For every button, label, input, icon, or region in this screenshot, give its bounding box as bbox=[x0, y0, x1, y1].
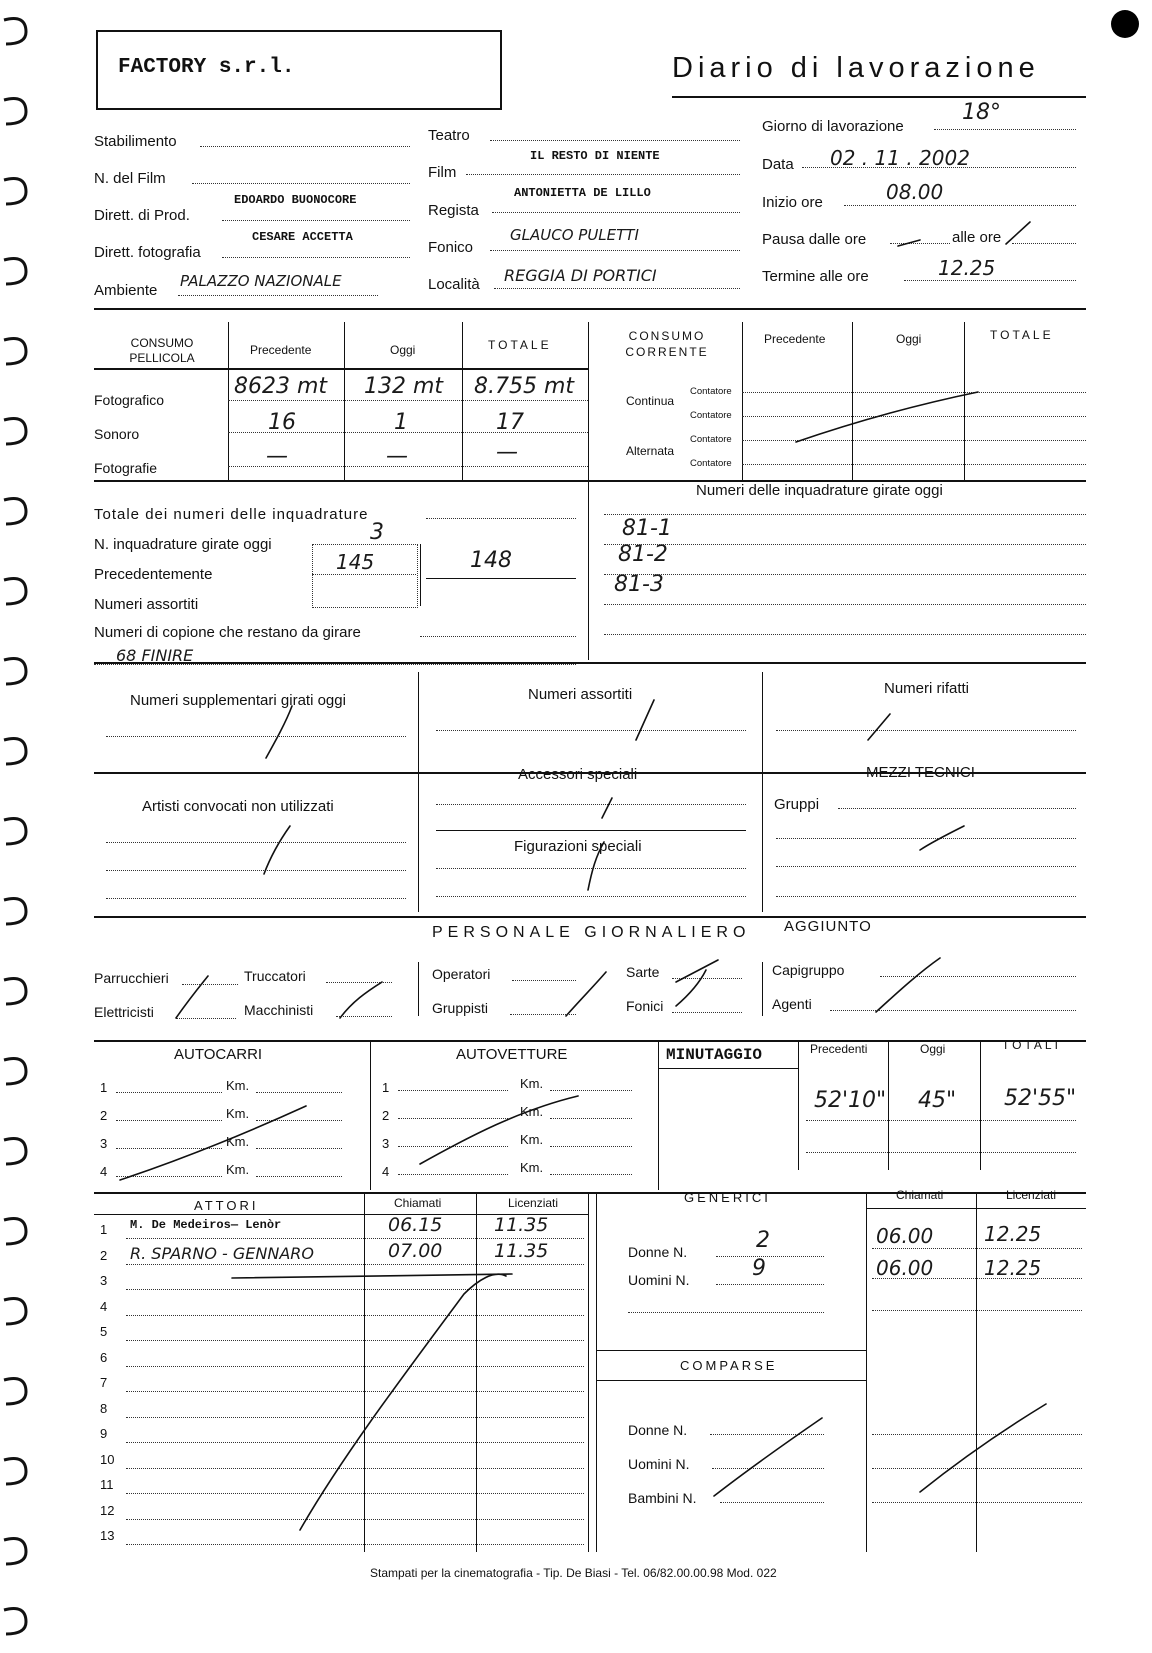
alternata-label: Alternata bbox=[626, 444, 675, 458]
generici-donne-field[interactable] bbox=[716, 1256, 824, 1257]
actor-row-field[interactable] bbox=[126, 1391, 584, 1392]
shot-line-1[interactable] bbox=[604, 514, 1086, 515]
autovetture-km-field-4[interactable] bbox=[550, 1174, 632, 1175]
col-actors-1 bbox=[364, 1192, 365, 1552]
sarte-field[interactable] bbox=[672, 978, 742, 979]
gruppi-field[interactable] bbox=[838, 808, 1076, 809]
row-fotografico-label: Fotografico bbox=[94, 392, 165, 408]
regista-value: ANTONIETTA DE LILLO bbox=[514, 186, 651, 200]
actor-row-field[interactable] bbox=[126, 1468, 584, 1469]
copione-field[interactable] bbox=[420, 636, 576, 637]
shot-line-2[interactable] bbox=[604, 544, 1086, 545]
generici-chiamati-header: Chiamati bbox=[896, 1188, 944, 1202]
comparse-header: COMPARSE bbox=[680, 1358, 778, 1373]
gruppisti-label: Gruppisti bbox=[432, 1000, 489, 1016]
fotografico-totale: 8.755 mt bbox=[474, 374, 575, 399]
actor-row-number: 11 bbox=[100, 1477, 114, 1492]
col-consumo-2 bbox=[344, 322, 345, 482]
giorno-label: Giorno di lavorazione bbox=[762, 118, 904, 135]
autovetture-field-1[interactable] bbox=[398, 1090, 508, 1091]
autovetture-field-3[interactable] bbox=[398, 1146, 508, 1147]
dir-prod-label: Dirett. di Prod. bbox=[94, 207, 190, 224]
extras-assortiti-label: Numeri assortiti bbox=[528, 686, 633, 703]
generici-header: GENERICI bbox=[684, 1190, 771, 1205]
rule-personnel-top bbox=[94, 916, 1086, 918]
fotografico-oggi: 132 mt bbox=[364, 374, 444, 399]
fotografie-precedente: — bbox=[266, 444, 288, 469]
personale-title: PERSONALE GIORNALIERO bbox=[432, 924, 751, 941]
minutaggio-precedente-value: 52'10" bbox=[814, 1088, 887, 1113]
inquadrature-list-header: Numeri delle inquadrature girate oggi bbox=[696, 482, 943, 499]
autocarri-label: AUTOCARRI bbox=[174, 1046, 263, 1063]
operatori-label: Operatori bbox=[432, 966, 491, 982]
autovetture-km-1: Km. bbox=[520, 1076, 544, 1091]
actor-chiamati: 07.00 bbox=[388, 1239, 443, 1262]
contatore-label-4: Contatore bbox=[690, 458, 732, 469]
actor-row-field[interactable] bbox=[126, 1264, 584, 1265]
sarte-label: Sarte bbox=[626, 964, 660, 980]
corrente-row-1[interactable] bbox=[742, 392, 1086, 393]
autocarri-km-field-1[interactable] bbox=[256, 1092, 342, 1093]
pellicola-row-1[interactable] bbox=[228, 400, 588, 401]
generici-field-3[interactable] bbox=[628, 1312, 824, 1313]
shot-line-4[interactable] bbox=[604, 604, 1086, 605]
giorno-value: 18° bbox=[962, 100, 1001, 125]
comparse-bottom-rule bbox=[596, 1380, 866, 1381]
autovetture-km-2: Km. bbox=[520, 1104, 544, 1119]
col-personnel-2 bbox=[762, 962, 763, 1016]
gruppisti-field[interactable] bbox=[510, 1014, 576, 1015]
truccatori-label: Truccatori bbox=[244, 968, 306, 984]
col-minutaggio-2 bbox=[888, 1040, 889, 1170]
actor-row-number: 2 bbox=[100, 1247, 108, 1263]
actor-row-number: 9 bbox=[100, 1426, 108, 1441]
rifatti-field-1[interactable] bbox=[776, 730, 1076, 731]
minutaggio-line-1[interactable] bbox=[806, 1120, 1076, 1121]
fonico-value: GLAUCO PULETTI bbox=[510, 226, 639, 244]
title-underline bbox=[672, 96, 1086, 98]
comparse-bambini-label: Bambini N. bbox=[628, 1490, 697, 1506]
mezzi-tecnici-label: MEZZI TECNICI bbox=[866, 764, 975, 781]
dir-prod-value: EDOARDO BUONOCORE bbox=[234, 193, 357, 207]
autovetture-row-4-num: 4 bbox=[382, 1164, 390, 1179]
autocarri-field-2[interactable] bbox=[116, 1120, 222, 1121]
comparse-top-rule bbox=[596, 1350, 866, 1351]
data-label: Data bbox=[762, 156, 794, 173]
comparse-donne-field[interactable] bbox=[710, 1434, 824, 1435]
autocarri-row-2-num: 2 bbox=[100, 1108, 108, 1123]
figurazioni-label: Figurazioni speciali bbox=[514, 838, 642, 855]
inizio-field[interactable] bbox=[844, 205, 1076, 206]
dir-foto-value: CESARE ACCETTA bbox=[252, 230, 353, 244]
company-name: FACTORY s.r.l. bbox=[118, 56, 295, 79]
actor-row-field[interactable] bbox=[126, 1417, 584, 1418]
supplementari-field-1[interactable] bbox=[106, 736, 406, 737]
actor-row-number: 13 bbox=[100, 1528, 115, 1543]
autocarri-km-field-4[interactable] bbox=[256, 1176, 342, 1177]
sonoro-precedente: 16 bbox=[268, 410, 296, 435]
termine-value: 12.25 bbox=[938, 256, 996, 280]
assortiti-field-1[interactable] bbox=[436, 730, 746, 731]
autocarri-km-4: Km. bbox=[226, 1162, 250, 1177]
autocarri-km-3: Km. bbox=[226, 1134, 250, 1149]
attori-chiamati-header: Chiamati bbox=[394, 1196, 442, 1210]
fotografie-oggi: — bbox=[386, 444, 408, 469]
pellicola-row-2[interactable] bbox=[228, 432, 588, 433]
comparse-uomini-label: Uomini N. bbox=[628, 1456, 690, 1472]
shot-1: 81-1 bbox=[622, 516, 672, 541]
autocarri-field-3[interactable] bbox=[116, 1148, 222, 1149]
gruppi-label: Gruppi bbox=[774, 796, 820, 813]
accessori-divider bbox=[436, 830, 746, 831]
sonoro-oggi: 1 bbox=[394, 410, 408, 435]
autovetture-field-4[interactable] bbox=[398, 1174, 508, 1175]
shots-box-line-1 bbox=[312, 574, 416, 575]
autovetture-km-4: Km. bbox=[520, 1160, 544, 1175]
autovetture-row-1-num: 1 bbox=[382, 1080, 390, 1095]
generici-uomini-chiamati: 06.00 bbox=[876, 1256, 934, 1280]
film-value: IL RESTO DI NIENTE bbox=[530, 149, 660, 163]
generici-donne-label: Donne N. bbox=[628, 1244, 688, 1260]
mezzi-field-3[interactable] bbox=[776, 896, 1076, 897]
actor-row-number: 6 bbox=[100, 1349, 108, 1365]
comparse-time-line-1[interactable] bbox=[872, 1434, 1082, 1435]
actor-row-field[interactable] bbox=[126, 1289, 584, 1290]
dir-foto-field[interactable] bbox=[222, 257, 410, 258]
alle-field[interactable] bbox=[1012, 243, 1076, 244]
data-field[interactable] bbox=[802, 167, 1076, 168]
shots-box bbox=[312, 544, 418, 608]
contatore-label-1: Contatore bbox=[690, 386, 732, 397]
localita-value: REGGIA DI PORTICI bbox=[504, 266, 657, 285]
artisti-field-3[interactable] bbox=[106, 898, 406, 899]
shot-3: 81-3 bbox=[614, 572, 664, 597]
teatro-field[interactable] bbox=[490, 140, 740, 141]
pellicola-row-3[interactable] bbox=[228, 466, 588, 467]
row-sonoro-label: Sonoro bbox=[94, 426, 140, 442]
figurazioni-field-2[interactable] bbox=[436, 896, 746, 897]
stabilimento-field[interactable] bbox=[200, 146, 410, 147]
mezzi-field-2[interactable] bbox=[776, 866, 1076, 867]
rule-consumption-top bbox=[94, 308, 1086, 310]
girate-oggi-value: 3 bbox=[370, 520, 384, 545]
col-consumo-3 bbox=[462, 322, 463, 482]
generici-donne-licenziati: 12.25 bbox=[984, 1222, 1042, 1246]
continua-label: Continua bbox=[626, 394, 675, 408]
dir-prod-field[interactable] bbox=[222, 220, 410, 221]
fonico-label: Fonico bbox=[428, 239, 474, 256]
autocarri-field-1[interactable] bbox=[116, 1092, 222, 1093]
autocarri-km-1: Km. bbox=[226, 1078, 250, 1093]
agenti-label: Agenti bbox=[772, 996, 812, 1012]
generici-uomini-licenziati: 12.25 bbox=[984, 1256, 1042, 1280]
actor-row-field[interactable] bbox=[126, 1493, 584, 1494]
actor-name: R. SPARNO - GENNARO bbox=[130, 1243, 314, 1263]
agenti-field[interactable] bbox=[830, 1010, 1076, 1011]
actor-licenziati: 11.35 bbox=[494, 1239, 549, 1262]
actor-name: M. De Medeiros— Lenòr bbox=[130, 1218, 282, 1232]
autocarri-km-field-2[interactable] bbox=[256, 1120, 342, 1121]
copione-value: 68 FINIRE bbox=[116, 646, 194, 665]
corrente-row-4[interactable] bbox=[742, 464, 1086, 465]
precedentemente-label: Precedentemente bbox=[94, 566, 213, 583]
corrente-precedente-header: Precedente bbox=[764, 332, 826, 346]
actor-row-field[interactable] bbox=[126, 1315, 584, 1316]
col-consumo-4 bbox=[588, 322, 589, 660]
alle-label: alle ore bbox=[952, 229, 1002, 246]
actor-chiamati: 06.15 bbox=[388, 1214, 443, 1236]
fotografico-precedente: 8623 mt bbox=[234, 374, 328, 399]
teatro-label: Teatro bbox=[428, 127, 470, 144]
pausa-field[interactable] bbox=[890, 243, 950, 244]
col-actors-3 bbox=[588, 1192, 589, 1552]
shot-line-5[interactable] bbox=[604, 634, 1086, 635]
n-film-label: N. del Film bbox=[94, 170, 166, 187]
dir-foto-label: Dirett. fotografia bbox=[94, 244, 201, 261]
generici-uomini-value: 9 bbox=[752, 1256, 766, 1281]
col-corrente-1 bbox=[742, 322, 743, 482]
generici-donne-value: 2 bbox=[756, 1228, 770, 1253]
comparse-time-line-3[interactable] bbox=[872, 1502, 1082, 1503]
sonoro-totale: 17 bbox=[496, 410, 524, 435]
minutaggio-line-2[interactable] bbox=[806, 1152, 1076, 1153]
generici-time-line-2[interactable] bbox=[872, 1278, 1082, 1279]
col-extras-1 bbox=[418, 672, 419, 912]
autovetture-label: AUTOVETTURE bbox=[456, 1046, 568, 1063]
autocarri-row-1-num: 1 bbox=[100, 1080, 108, 1095]
shot-2: 81-2 bbox=[618, 542, 668, 567]
copione-label: Numeri di copione che restano da girare bbox=[94, 624, 361, 641]
macchinisti-field[interactable] bbox=[336, 1016, 392, 1017]
col-personnel-1 bbox=[418, 962, 419, 1016]
girate-oggi-label: N. inquadrature girate oggi bbox=[94, 536, 272, 553]
artisti-field-1[interactable] bbox=[106, 842, 406, 843]
fonici-label: Fonici bbox=[626, 998, 664, 1014]
supplementari-label: Numeri supplementari girati oggi bbox=[130, 692, 346, 709]
totale-inquadrature-label: Totale dei numeri delle inquadrature bbox=[94, 506, 369, 523]
macchinisti-label: Macchinisti bbox=[244, 1002, 314, 1018]
binder-rings bbox=[0, 0, 36, 1648]
film-label: Film bbox=[428, 164, 457, 181]
rifatti-label: Numeri rifatti bbox=[884, 680, 970, 697]
col-actors-4 bbox=[596, 1192, 597, 1552]
actor-row-field[interactable] bbox=[126, 1519, 584, 1520]
actor-row-field[interactable] bbox=[126, 1544, 584, 1545]
col-vehicles-2 bbox=[658, 1040, 659, 1190]
attori-header: ATTORI bbox=[194, 1198, 259, 1213]
actor-row-number: 4 bbox=[100, 1298, 108, 1314]
capigruppo-label: Capigruppo bbox=[772, 962, 845, 978]
fotografie-totale: — bbox=[496, 440, 518, 465]
corrente-totale-header: TOTALE bbox=[990, 328, 1054, 342]
artisti-label: Artisti convocati non utilizzati bbox=[142, 798, 334, 815]
contatore-label-2: Contatore bbox=[690, 410, 732, 421]
regista-field[interactable] bbox=[492, 212, 740, 213]
actor-row-number: 1 bbox=[100, 1222, 108, 1237]
actor-row-number: 8 bbox=[100, 1400, 108, 1416]
autovetture-field-2[interactable] bbox=[398, 1118, 508, 1119]
fonico-field[interactable] bbox=[490, 250, 740, 251]
actor-row-number: 5 bbox=[100, 1324, 108, 1339]
consumo-pellicola-header: CONSUMO PELLICOLA bbox=[129, 336, 195, 365]
regista-label: Regista bbox=[428, 202, 479, 219]
actor-row-number: 3 bbox=[100, 1273, 108, 1288]
corrente-row-3[interactable] bbox=[742, 440, 1086, 441]
col-actors-2 bbox=[476, 1192, 477, 1552]
minutaggio-totali-header: TOTALI bbox=[1002, 1038, 1061, 1052]
shots-bracket bbox=[420, 544, 421, 606]
fonici-field[interactable] bbox=[672, 1012, 742, 1013]
operatori-field[interactable] bbox=[512, 980, 576, 981]
col-minutaggio-1 bbox=[798, 1040, 799, 1170]
mezzi-field-1[interactable] bbox=[776, 838, 1076, 839]
actor-row-number: 10 bbox=[100, 1451, 115, 1467]
autovetture-row-2-num: 2 bbox=[382, 1108, 390, 1123]
truccatori-field[interactable] bbox=[326, 982, 392, 983]
termine-label: Termine alle ore bbox=[762, 268, 869, 285]
minutaggio-totali-value: 52'55" bbox=[1004, 1086, 1077, 1111]
actor-licenziati: 11.35 bbox=[494, 1214, 549, 1236]
actor-row-field[interactable] bbox=[126, 1340, 584, 1341]
actor-row-number: 12 bbox=[100, 1502, 115, 1518]
autovetture-km-3: Km. bbox=[520, 1132, 544, 1147]
consumo-corrente-header: CONSUMO CORRENTE bbox=[625, 329, 709, 359]
inizio-label: Inizio ore bbox=[762, 194, 823, 211]
actor-row-field[interactable] bbox=[126, 1366, 584, 1367]
contatore-label-3: Contatore bbox=[690, 434, 732, 445]
elettricisti-label: Elettricisti bbox=[94, 1004, 154, 1020]
autocarri-field-4[interactable] bbox=[116, 1176, 222, 1177]
row-fotografie-label: Fotografie bbox=[94, 460, 158, 476]
actor-row-number: 7 bbox=[100, 1375, 108, 1390]
accessori-field-1[interactable] bbox=[436, 804, 746, 805]
elettricisti-field[interactable] bbox=[176, 1018, 236, 1019]
corrente-row-2[interactable] bbox=[742, 416, 1086, 417]
minutaggio-underline bbox=[658, 1068, 798, 1069]
pausa-label: Pausa dalle ore bbox=[762, 231, 867, 248]
generici-header-rule bbox=[866, 1208, 1086, 1209]
punch-hole bbox=[1111, 10, 1139, 38]
shots-total-value: 148 bbox=[470, 548, 512, 573]
autovetture-km-field-1[interactable] bbox=[550, 1090, 632, 1091]
minutaggio-title: MINUTAGGIO bbox=[666, 1046, 763, 1064]
actor-row-field[interactable] bbox=[126, 1442, 584, 1443]
col-corrente-3 bbox=[964, 322, 965, 482]
col-generici-1 bbox=[866, 1192, 867, 1552]
generici-uomini-field[interactable] bbox=[716, 1284, 824, 1285]
col-generici-2 bbox=[976, 1192, 977, 1552]
capigruppo-field[interactable] bbox=[880, 976, 1076, 977]
pellicola-precedente-header: Precedente bbox=[250, 343, 312, 357]
pellicola-totale-header: TOTALE bbox=[488, 338, 552, 352]
binder-rings-graphic bbox=[0, 0, 36, 1648]
figurazioni-field-1[interactable] bbox=[436, 868, 746, 869]
accessori-label: Accessori speciali bbox=[518, 766, 638, 783]
form-title: Diario di lavorazione bbox=[672, 52, 1040, 84]
footer-printer: Stampati per la cinematografia - Tip. De Biasi - Tel. 06/82.00.00.98 Mod. 022 bbox=[370, 1566, 777, 1580]
autocarri-row-3-num: 3 bbox=[100, 1136, 108, 1151]
n-film-field[interactable] bbox=[192, 183, 410, 184]
comparse-time-line-2[interactable] bbox=[872, 1468, 1082, 1469]
copione-field-2[interactable] bbox=[94, 664, 576, 665]
pellicola-oggi-header: Oggi bbox=[390, 343, 416, 357]
shots-sum-line bbox=[426, 578, 576, 579]
autocarri-row-4-num: 4 bbox=[100, 1164, 108, 1179]
col-corrente-2 bbox=[852, 322, 853, 482]
generici-time-line-3[interactable] bbox=[872, 1310, 1082, 1311]
personale-title-suffix: AGGIUNTO bbox=[784, 918, 872, 935]
rule-extras-top bbox=[94, 662, 1086, 664]
generici-donne-chiamati: 06.00 bbox=[876, 1224, 934, 1248]
artisti-field-2[interactable] bbox=[106, 870, 406, 871]
autovetture-km-field-2[interactable] bbox=[550, 1118, 632, 1119]
autovetture-row-3-num: 3 bbox=[382, 1136, 390, 1151]
generici-time-line-1[interactable] bbox=[872, 1248, 1082, 1249]
generici-licenziati-header: Licenziati bbox=[1006, 1188, 1057, 1202]
totale-inquadrature-field[interactable] bbox=[426, 518, 576, 519]
attori-licenziati-header: Licenziati bbox=[508, 1196, 559, 1210]
col-extras-2 bbox=[762, 672, 763, 912]
localita-label: Località bbox=[428, 276, 480, 293]
rule-consumption-header bbox=[94, 368, 588, 370]
shot-line-3[interactable] bbox=[604, 574, 1086, 575]
col-consumo-1 bbox=[228, 322, 229, 482]
col-vehicles-1 bbox=[370, 1040, 371, 1190]
stabilimento-label: Stabilimento bbox=[94, 133, 177, 150]
ambiente-label: Ambiente bbox=[94, 282, 158, 299]
autovetture-km-field-3[interactable] bbox=[550, 1146, 632, 1147]
ambiente-value: PALAZZO NAZIONALE bbox=[180, 272, 342, 290]
autocarri-km-2: Km. bbox=[226, 1106, 250, 1121]
col-minutaggio-3 bbox=[980, 1040, 981, 1170]
minutaggio-precedenti-header: Precedenti bbox=[810, 1042, 868, 1056]
ambiente-field[interactable] bbox=[178, 295, 378, 296]
precedentemente-value: 145 bbox=[336, 550, 375, 574]
minutaggio-oggi-value: 45" bbox=[918, 1088, 957, 1113]
localita-field[interactable] bbox=[494, 288, 740, 289]
comparse-donne-label: Donne N. bbox=[628, 1422, 688, 1438]
minutaggio-oggi-header: Oggi bbox=[920, 1042, 946, 1056]
termine-field[interactable] bbox=[904, 280, 1076, 281]
data-value: 02 . 11 . 2002 bbox=[830, 146, 970, 170]
autocarri-km-field-3[interactable] bbox=[256, 1148, 342, 1149]
comparse-bambini-field[interactable] bbox=[720, 1502, 824, 1503]
assortiti-shots-label: Numeri assortiti bbox=[94, 596, 199, 613]
corrente-oggi-header: Oggi bbox=[896, 332, 922, 346]
comparse-uomini-field[interactable] bbox=[712, 1468, 824, 1469]
giorno-field[interactable] bbox=[934, 129, 1076, 130]
parrucchieri-label: Parrucchieri bbox=[94, 970, 169, 986]
parrucchieri-field[interactable] bbox=[182, 984, 238, 985]
film-field[interactable] bbox=[466, 174, 740, 175]
inizio-value: 08.00 bbox=[886, 180, 944, 204]
generici-uomini-label: Uomini N. bbox=[628, 1272, 690, 1288]
